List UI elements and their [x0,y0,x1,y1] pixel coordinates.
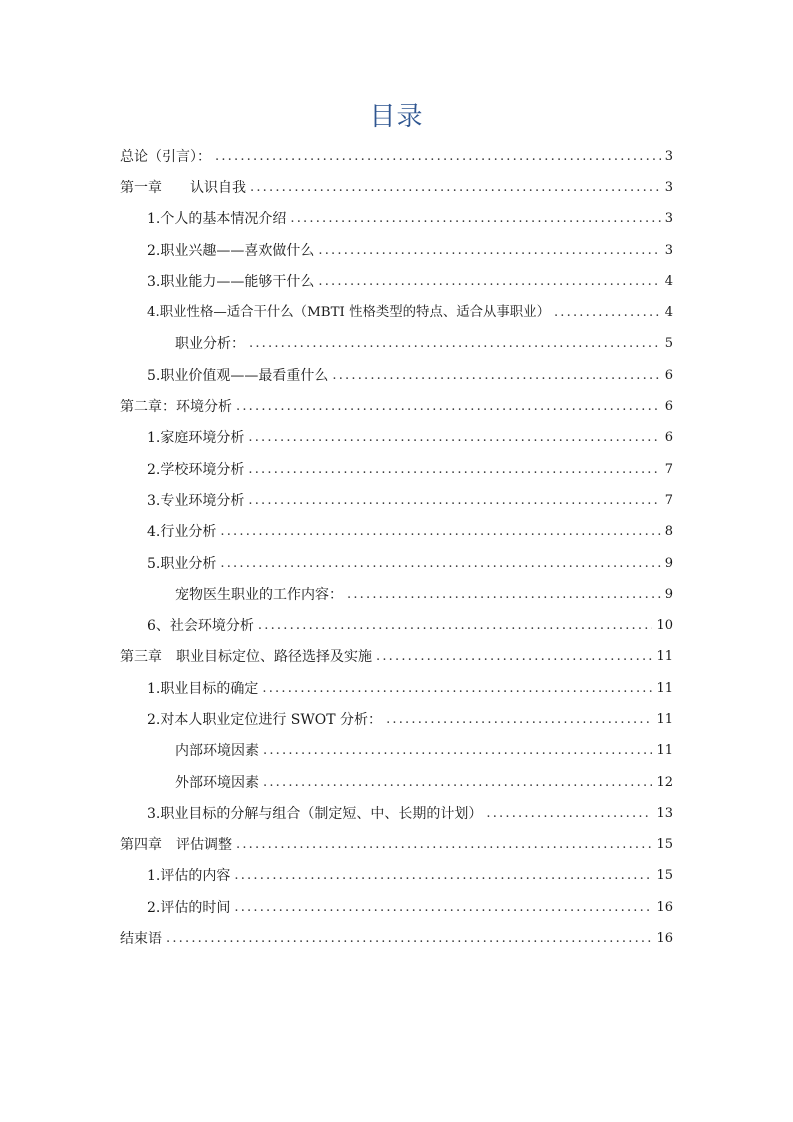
toc-leader-dots [248,429,660,447]
toc-entry-label: 6、社会环境分析 [147,618,254,635]
toc-entry[interactable] [120,141,673,172]
toc-entry[interactable] [120,454,673,485]
toc-leader-dots [486,805,652,823]
toc-entry-label: 2.职业兴趣——喜欢做什么 [147,242,315,259]
toc-leader-dots [263,774,652,792]
toc-entry[interactable] [120,892,673,923]
toc-entry[interactable] [120,861,673,892]
toc-entry-page: 7 [664,492,673,508]
toc-entry-label: 总论（引言）： [120,148,211,165]
toc-leader-dots [347,586,661,604]
toc-entry-label: 3.职业目标的分解与组合（制定短、中、长期的计划） [147,805,483,822]
toc-title: 目录 [369,102,424,132]
toc-entry[interactable] [120,704,673,735]
toc-entry[interactable] [120,830,673,861]
toc-entry[interactable] [120,204,673,235]
toc-entry[interactable] [120,673,673,704]
toc-entry[interactable] [120,423,673,454]
toc-leader-dots [263,742,652,760]
toc-entry-page: 8 [664,524,673,540]
toc-entry-page: 4 [664,273,673,289]
toc-entry[interactable] [120,235,673,266]
toc-entry[interactable] [120,517,673,548]
toc-leader-dots [248,461,660,479]
toc-leader-dots [318,273,660,291]
toc-entry-label: 结束语 [120,931,162,948]
toc-entry[interactable] [120,610,673,641]
toc-entry-page: 6 [664,367,673,383]
toc-entry-page: 15 [656,868,673,884]
toc-entry-label: 1.职业目标的确定 [147,680,259,697]
toc-entry-page: 11 [656,680,673,696]
toc-entry[interactable] [120,798,673,829]
toc-entry-label: 外部环境因素 [175,774,259,791]
toc-entry[interactable] [120,360,673,391]
toc-entry-page: 7 [664,461,673,477]
toc-entry[interactable] [120,172,673,203]
toc-entry-label: 1.个人的基本情况介绍 [147,211,287,228]
toc-leader-dots [554,304,661,322]
toc-entry-page: 12 [656,774,673,790]
toc-leader-dots [250,179,661,197]
table-of-contents [120,141,673,955]
toc-leader-dots [166,930,652,948]
toc-entry[interactable] [120,391,673,422]
toc-entry-label: 第四章 评估调整 [120,837,232,854]
toc-entry-label: 第一章 认识自我 [120,179,246,196]
toc-entry[interactable] [120,923,673,954]
toc-entry-label: 内部环境因素 [175,743,259,760]
toc-leader-dots [220,555,660,573]
toc-entry-page: 9 [664,586,673,602]
toc-entry-label: 2.评估的时间 [147,899,231,916]
toc-entry-page: 16 [656,931,673,947]
toc-entry-label: 5.职业价值观——最看重什么 [147,367,329,384]
toc-entry-label: 4.行业分析 [147,524,217,541]
toc-entry-page: 6 [664,430,673,446]
toc-entry[interactable] [120,642,673,673]
toc-entry-page: 11 [656,743,673,759]
toc-entry-page: 10 [656,618,673,634]
toc-leader-dots [220,523,660,541]
toc-entry-page: 11 [656,649,673,665]
toc-entry-page: 15 [656,837,673,853]
toc-entry-page: 9 [664,555,673,571]
toc-entry[interactable] [120,297,673,328]
toc-entry-label: 1.家庭环境分析 [147,430,245,447]
toc-entry[interactable] [120,736,673,767]
toc-entry[interactable] [120,579,673,610]
toc-leader-dots [249,335,661,353]
toc-leader-dots [318,242,660,260]
toc-entry[interactable] [120,266,673,297]
toc-entry-label: 2.对本人职业定位进行 SWOT 分析： [147,711,383,728]
toc-entry-page: 6 [664,399,673,415]
toc-leader-dots [262,680,652,698]
toc-entry-label: 2.学校环境分析 [147,461,245,478]
toc-entry-page: 11 [656,711,673,727]
toc-entry-page: 3 [664,179,673,195]
toc-leader-dots [290,210,660,228]
toc-entry[interactable] [120,767,673,798]
toc-leader-dots [234,867,652,885]
toc-entry-label: 4.职业性格—适合干什么（MBTI 性格类型的特点、适合从事职业） [147,305,550,321]
toc-entry-page: 3 [664,242,673,258]
toc-leader-dots [236,836,652,854]
toc-leader-dots [386,711,652,729]
toc-leader-dots [332,367,660,385]
toc-entry-label: 第三章 职业目标定位、路径选择及实施 [120,649,372,666]
toc-entry-page: 5 [664,336,673,352]
toc-entry[interactable] [120,329,673,360]
toc-entry-label: 第二章：环境分析 [120,399,232,416]
toc-leader-dots [248,492,660,510]
toc-leader-dots [258,617,653,635]
toc-entry-label: 3.职业能力——能够干什么 [147,273,315,290]
toc-entry-label: 1.评估的内容 [147,868,231,885]
toc-entry-page: 16 [656,899,673,915]
toc-entry[interactable] [120,548,673,579]
toc-leader-dots [376,648,652,666]
toc-entry-label: 宠物医生职业的工作内容： [175,586,343,603]
toc-leader-dots [236,398,661,416]
toc-leader-dots [234,899,652,917]
toc-leader-dots [215,148,661,166]
toc-entry-page: 4 [664,305,673,321]
toc-entry-page: 13 [656,805,673,821]
toc-entry-label: 3.专业环境分析 [147,492,245,509]
toc-entry-page: 3 [664,211,673,227]
toc-entry-label: 5.职业分析 [147,555,217,572]
toc-entry-label: 职业分析： [175,336,245,353]
toc-entry[interactable] [120,485,673,516]
toc-entry-page: 3 [664,148,673,164]
